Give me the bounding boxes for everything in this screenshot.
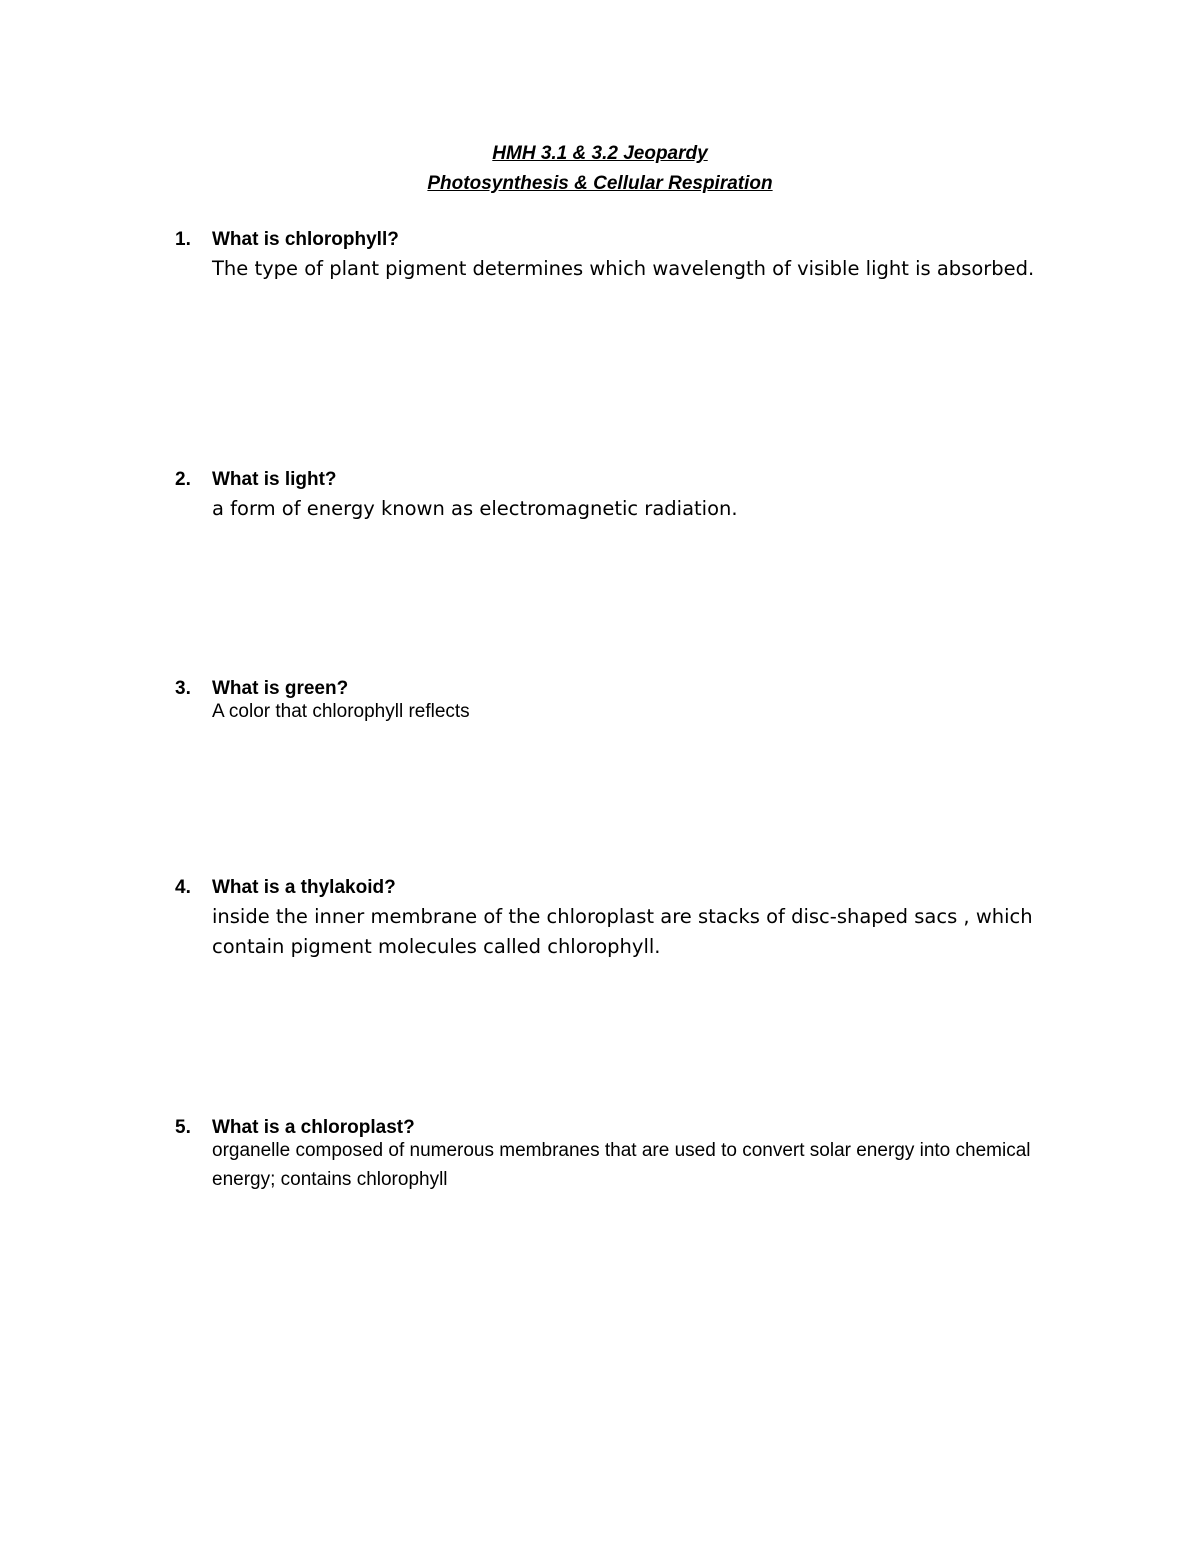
- item-answer: a form of energy known as electromagnetic radiation.: [212, 497, 738, 520]
- item-question: What is light?: [212, 469, 337, 490]
- item-question: What is chlorophyll?: [212, 229, 399, 250]
- item-question: What is a chloroplast?: [212, 1117, 415, 1138]
- item-number: 5.: [175, 1117, 191, 1138]
- item-question: What is green?: [212, 678, 349, 699]
- document-title: HMH 3.1 & 3.2 Jeopardy: [492, 143, 708, 164]
- item-answer: The type of plant pigment determines which wavelength of visible light is absorbed.: [212, 257, 1035, 280]
- item-number: 4.: [175, 877, 191, 898]
- item-answer: organelle composed of numerous membranes that are used to convert solar energy into chemical energy; contains chlorophyll: [212, 1140, 1031, 1190]
- item-answer: A color that chlorophyll reflects: [212, 701, 470, 722]
- item-number: 1.: [175, 229, 191, 250]
- document-subtitle: Photosynthesis & Cellular Respiration: [427, 173, 773, 194]
- item-question: What is a thylakoid?: [212, 877, 396, 898]
- item-number: 2.: [175, 469, 191, 490]
- item-answer: inside the inner membrane of the chloroplast are stacks of disc-shaped sacs , which contain pigment molecules called chlorophyll.: [212, 905, 1033, 958]
- item-number: 3.: [175, 678, 191, 699]
